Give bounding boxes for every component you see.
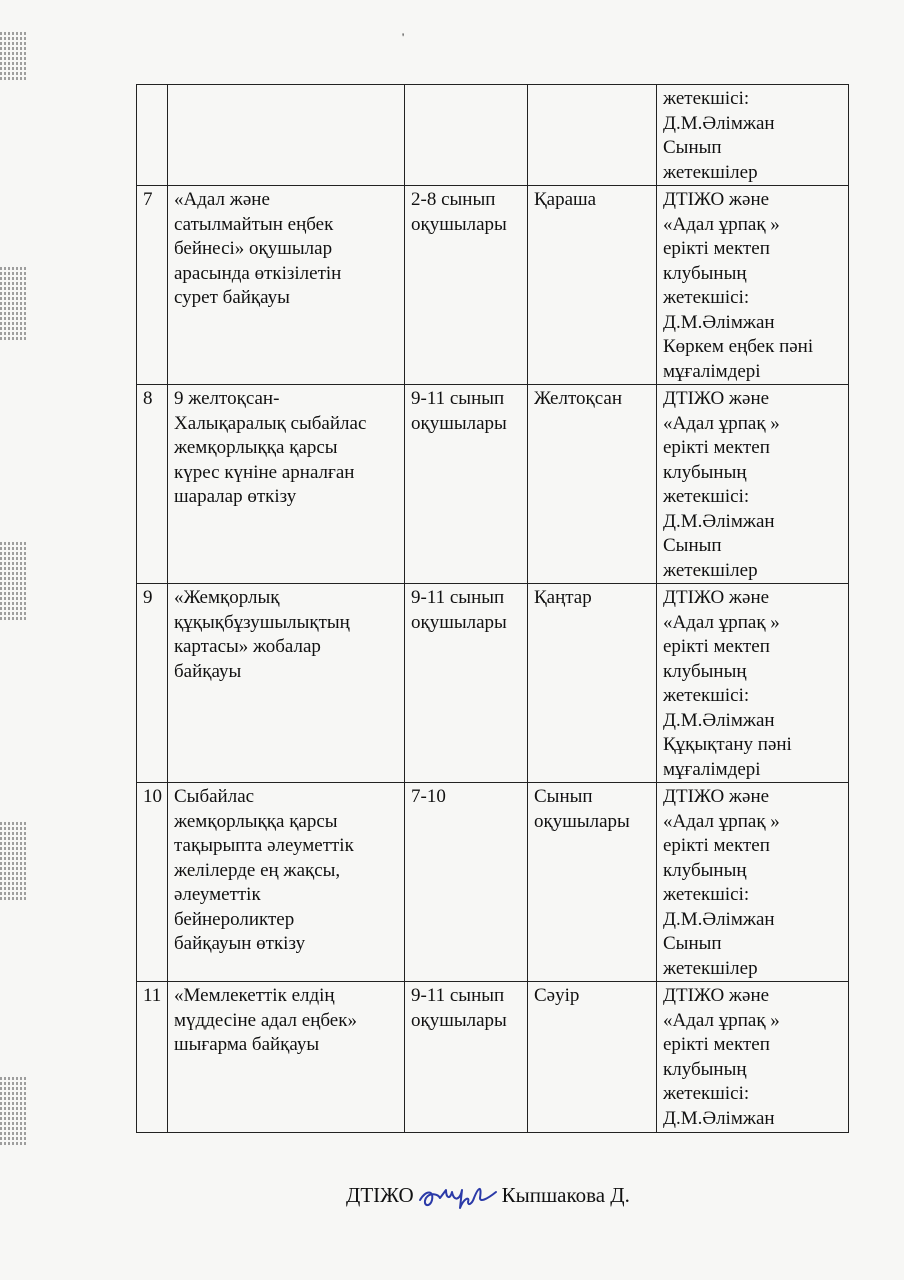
row-number: 7 xyxy=(137,186,168,385)
table-row xyxy=(137,584,849,783)
participants: 7-10 xyxy=(405,783,528,982)
responsible: ДТІЖО және «Адал ұрпақ » ерікті мектеп клубының жетекшісі: Д.М.Әлімжан Сынып жетекшілер xyxy=(657,783,849,982)
event-time: Сәуір xyxy=(528,982,657,1133)
responsible: ДТІЖО және «Адал ұрпақ » ерікті мектеп клубының жетекшісі: Д.М.Әлімжан Көркем еңбек пәні мұғалімдері xyxy=(657,186,849,385)
scan-artifact xyxy=(0,1075,26,1147)
table-row xyxy=(137,186,849,385)
participants xyxy=(405,85,528,186)
responsible: жетекшісі: Д.М.Әлімжан Сынып жетекшілер xyxy=(657,85,849,186)
participants: 2-8 сынып оқушылары xyxy=(405,186,528,385)
table-row xyxy=(137,385,849,584)
signer-name: Кыпшакова Д. xyxy=(501,1182,630,1207)
table-row xyxy=(137,85,849,186)
responsible: ДТІЖО және «Адал ұрпақ » ерікті мектеп клубының жетекшісі: Д.М.Әлімжан Сынып жетекшілер xyxy=(657,385,849,584)
scan-artifact xyxy=(0,265,26,342)
table-row xyxy=(137,982,849,1133)
signature-block xyxy=(346,1178,630,1212)
row-number: 8 xyxy=(137,385,168,584)
event-time: Қараша xyxy=(528,186,657,385)
event-name: «Жемқорлық құқықбұзушылықтың картасы» жобалар байқауы xyxy=(168,584,405,783)
row-number xyxy=(137,85,168,186)
table-row xyxy=(137,783,849,982)
event-name xyxy=(168,85,405,186)
event-time: Сынып оқушылары xyxy=(528,783,657,982)
event-name: «Адал және сатылмайтын еңбек бейнесі» оқушылар арасында өткізілетін сурет байқауы xyxy=(168,186,405,385)
scan-artifact xyxy=(0,540,26,622)
event-time: Қаңтар xyxy=(528,584,657,783)
responsible: ДТІЖО және «Адал ұрпақ » ерікті мектеп клубының жетекшісі: Д.М.Әлімжан Құқықтану пәні мұғалімдері xyxy=(657,584,849,783)
event-time xyxy=(528,85,657,186)
event-name: «Мемлекеттік елдің мүддесіне адал еңбек» шығарма байқауы xyxy=(168,982,405,1133)
participants: 9-11 сынып оқушылары xyxy=(405,982,528,1133)
row-number: 9 xyxy=(137,584,168,783)
scan-artifact xyxy=(0,820,26,902)
stray-mark: ' xyxy=(402,30,405,44)
event-time: Желтоқсан xyxy=(528,385,657,584)
row-number: 10 xyxy=(137,783,168,982)
scan-artifact xyxy=(0,30,26,82)
participants: 9-11 сынып оқушылары xyxy=(405,385,528,584)
participants: 9-11 сынып оқушылары xyxy=(405,584,528,783)
responsible: ДТІЖО және «Адал ұрпақ » ерікті мектеп клубының жетекшісі: Д.М.Әлімжан xyxy=(657,982,849,1133)
event-name: 9 желтоқсан- Халықаралық сыбайлас жемқорлыққа қарсы күрес күніне арналған шаралар өткізу xyxy=(168,385,405,584)
handwritten-signature xyxy=(416,1178,500,1212)
signer-position: ДТІЖО xyxy=(346,1182,414,1207)
row-number: 11 xyxy=(137,982,168,1133)
event-name: Сыбайлас жемқорлыққа қарсы тақырыпта әлеуметтік желілерде ең жақсы, әлеуметтік бейнероликтер байқауын өткізу xyxy=(168,783,405,982)
event-plan-table xyxy=(136,84,849,1133)
